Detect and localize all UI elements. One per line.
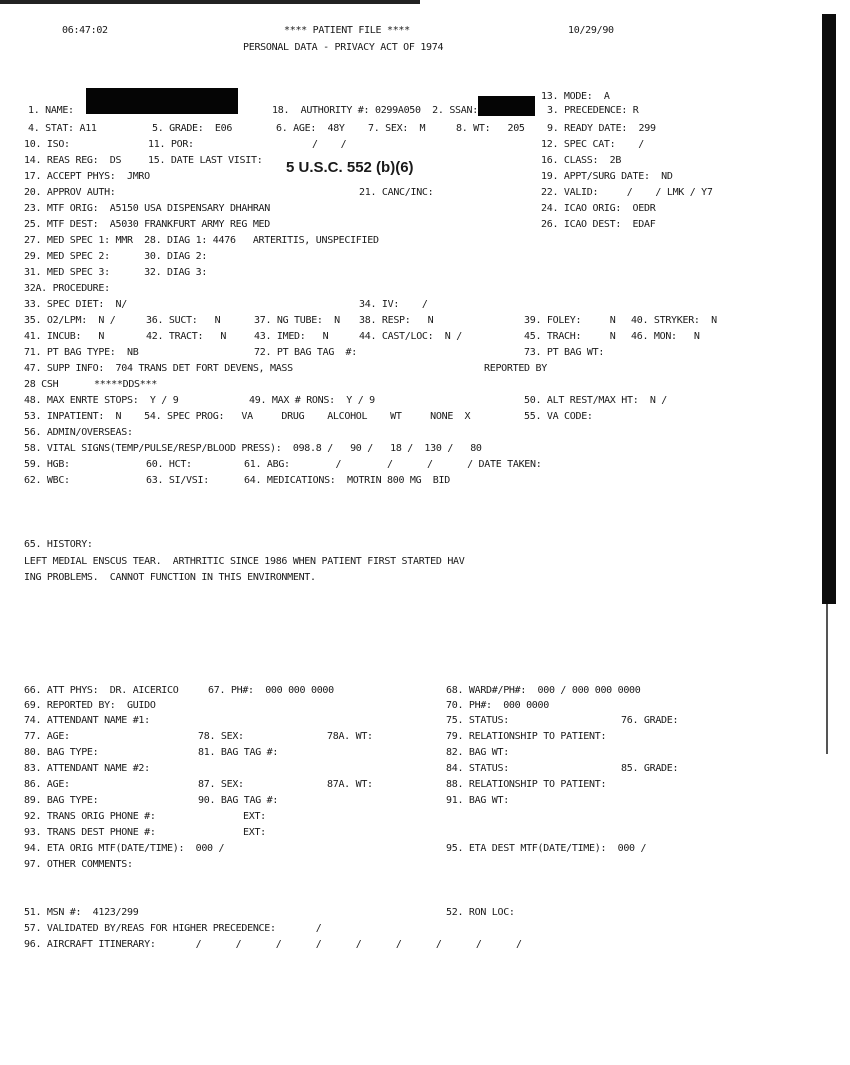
field-18-authority: 18. AUTHORITY #: 0299A050 2. SSAN: xyxy=(272,105,478,116)
field-78-sex: 78. SEX: xyxy=(198,731,244,742)
field-90-bag-tag: 90. BAG TAG #: xyxy=(198,795,279,806)
field-61-abg: 61. ABG: / / / / DATE TAKEN: xyxy=(244,459,542,470)
dds-marker: *****DDS*** xyxy=(94,379,157,390)
field-89-bag-type: 89. BAG TYPE: xyxy=(24,795,99,806)
field-66-att-phys: 66. ATT PHYS: DR. AICERICO xyxy=(24,685,179,696)
field-27-med-spec-1: 27. MED SPEC 1: MMR 28. DIAG 1: 4476 ARTERITIS, UNSPECIFIED xyxy=(24,235,379,246)
field-44-cast-loc: 44. CAST/LOC: N / xyxy=(359,331,462,342)
foia-exemption-stamp: 5 U.S.C. 552 (b)(6) xyxy=(286,159,414,176)
field-82-bag-wt: 82. BAG WT: xyxy=(446,747,509,758)
field-79-relationship: 79. RELATIONSHIP TO PATIENT: xyxy=(446,731,607,742)
field-57-validated-by: 57. VALIDATED BY/REAS FOR HIGHER PRECEDENCE: / xyxy=(24,923,322,934)
field-36-suct: 36. SUCT: N xyxy=(146,315,221,326)
field-46-mon: 46. MON: N xyxy=(631,331,700,342)
history-line-2: ING PROBLEMS. CANNOT FUNCTION IN THIS ENVIRONMENT. xyxy=(24,572,316,583)
field-72-pt-bag-tag: 72. PT BAG TAG #: xyxy=(254,347,357,358)
field-26-icao-dest: 26. ICAO DEST: EDAF xyxy=(541,219,656,230)
field-7-sex: 7. SEX: M xyxy=(368,123,426,134)
field-56-admin-overseas: 56. ADMIN/OVERSEAS: xyxy=(24,427,133,438)
field-11-por-value: / / xyxy=(312,139,347,150)
field-71-pt-bag-type: 71. PT BAG TYPE: NB xyxy=(24,347,139,358)
field-86-age: 86. AGE: xyxy=(24,779,70,790)
print-date: 10/29/90 xyxy=(568,25,614,36)
field-13-mode: 13. MODE: A xyxy=(541,91,610,102)
name-redaction xyxy=(86,88,238,114)
field-93-trans-dest-phone: 93. TRANS DEST PHONE #: xyxy=(24,827,156,838)
field-11-por: 11. POR: xyxy=(148,139,194,150)
field-92-ext: EXT: xyxy=(243,811,266,822)
field-10-iso: 10. ISO: xyxy=(24,139,70,150)
field-51-msn: 51. MSN #: 4123/299 xyxy=(24,907,139,918)
print-time: 06:47:02 xyxy=(62,25,108,36)
field-49-max-rons: 49. MAX # RONS: Y / 9 xyxy=(249,395,375,406)
field-83-attendant-name-2: 83. ATTENDANT NAME #2: xyxy=(24,763,150,774)
field-53-inpatient: 53. INPATIENT: N 54. SPEC PROG: VA DRUG ALCOHOL WT NONE X xyxy=(24,411,471,422)
field-73-pt-bag-wt: 73. PT BAG WT: xyxy=(524,347,605,358)
field-76-grade: 76. GRADE: xyxy=(621,715,679,726)
field-96-aircraft-itinerary: 96. AIRCRAFT ITINERARY: / / / / / / / / / xyxy=(24,939,522,950)
field-32a-procedure: 32A. PROCEDURE: xyxy=(24,283,110,294)
field-19-appt-surg-date: 19. APPT/SURG DATE: ND xyxy=(541,171,673,182)
scan-edge-line xyxy=(826,604,828,754)
field-3-precedence: 3. PRECEDENCE: R xyxy=(547,105,639,116)
field-58-vital-signs: 58. VITAL SIGNS(TEMP/PULSE/RESP/BLOOD PRESS): 098.8 / 90 / 18 / 130 / 80 xyxy=(24,443,482,454)
field-84-status: 84. STATUS: xyxy=(446,763,509,774)
field-6-age: 6. AGE: 48Y xyxy=(276,123,345,134)
field-40-stryker: 40. STRYKER: N xyxy=(631,315,717,326)
field-78a-wt: 78A. WT: xyxy=(327,731,373,742)
field-17-accept-phys: 17. ACCEPT PHYS: JMRO xyxy=(24,171,150,182)
field-55-va-code: 55. VA CODE: xyxy=(524,411,593,422)
field-39-foley: 39. FOLEY: N xyxy=(524,315,616,326)
field-88-relationship: 88. RELATIONSHIP TO PATIENT: xyxy=(446,779,607,790)
field-21-canc-inc: 21. CANC/INC: xyxy=(359,187,434,198)
field-9-ready-date: 9. READY DATE: 299 xyxy=(547,123,656,134)
field-35-o2-lpm: 35. O2/LPM: N / xyxy=(24,315,116,326)
field-24-icao-orig: 24. ICAO ORIG: OEDR xyxy=(541,203,656,214)
field-29-med-spec-2: 29. MED SPEC 2: 30. DIAG 2: xyxy=(24,251,208,262)
field-93-ext: EXT: xyxy=(243,827,266,838)
field-75-status: 75. STATUS: xyxy=(446,715,509,726)
field-48-max-enrte-stops: 48. MAX ENRTE STOPS: Y / 9 xyxy=(24,395,179,406)
field-43-imed: 43. IMED: N xyxy=(254,331,329,342)
field-69-reported-by: 69. REPORTED BY: GUIDO xyxy=(24,700,156,711)
field-74-attendant-name-1: 74. ATTENDANT NAME #1: xyxy=(24,715,150,726)
field-41-incub: 41. INCUB: N xyxy=(24,331,105,342)
field-77-age: 77. AGE: xyxy=(24,731,70,742)
field-65-history: 65. HISTORY: xyxy=(24,539,93,550)
scan-edge-shadow xyxy=(822,14,836,604)
field-91-bag-wt: 91. BAG WT: xyxy=(446,795,509,806)
field-12-spec-cat: 12. SPEC CAT: / xyxy=(541,139,644,150)
field-47-supp-info: 47. SUPP INFO: 704 TRANS DET FORT DEVENS, MASS xyxy=(24,363,293,374)
field-14-reas-reg: 14. REAS REG: DS xyxy=(24,155,122,166)
field-95-eta-dest: 95. ETA DEST MTF(DATE/TIME): 000 / xyxy=(446,843,647,854)
field-4-stat: 4. STAT: A11 xyxy=(28,123,97,134)
field-94-eta-orig: 94. ETA ORIG MTF(DATE/TIME): 000 / xyxy=(24,843,225,854)
field-37-ng-tube: 37. NG TUBE: N xyxy=(254,315,340,326)
unit-csh: 28 CSH xyxy=(24,379,59,390)
field-62-wbc: 62. WBC: xyxy=(24,475,70,486)
field-5-grade: 5. GRADE: E06 xyxy=(152,123,233,134)
field-45-trach: 45. TRACH: N xyxy=(524,331,616,342)
field-52-ron-loc: 52. RON LOC: xyxy=(446,907,515,918)
field-80-bag-type: 80. BAG TYPE: xyxy=(24,747,99,758)
field-59-hgb: 59. HGB: xyxy=(24,459,70,470)
field-42-tract: 42. TRACT: N xyxy=(146,331,227,342)
field-70-ph: 70. PH#: 000 0000 xyxy=(446,700,549,711)
field-8-wt: 8. WT: 205 xyxy=(456,123,525,134)
field-60-hct: 60. HCT: xyxy=(146,459,192,470)
field-23-mtf-orig: 23. MTF ORIG: A5150 USA DISPENSARY DHAHRAN xyxy=(24,203,270,214)
field-20-approv-auth: 20. APPROV AUTH: xyxy=(24,187,116,198)
field-97-other-comments: 97. OTHER COMMENTS: xyxy=(24,859,133,870)
scan-top-bar xyxy=(0,0,420,4)
document-title: **** PATIENT FILE **** xyxy=(284,25,410,36)
field-15-date-last-visit: 15. DATE LAST VISIT: xyxy=(148,155,263,166)
field-34-iv: 34. IV: / xyxy=(359,299,428,310)
field-64-medications: 64. MEDICATIONS: MOTRIN 800 MG BID xyxy=(244,475,450,486)
ssan-redaction xyxy=(478,96,535,116)
field-67-ph: 67. PH#: 000 000 0000 xyxy=(208,685,334,696)
reported-by-label: REPORTED BY xyxy=(484,363,547,374)
history-line-1: LEFT MEDIAL ENSCUS TEAR. ARTHRITIC SINCE 1986 WHEN PATIENT FIRST STARTED HAV xyxy=(24,556,465,567)
field-31-med-spec-3: 31. MED SPEC 3: 32. DIAG 3: xyxy=(24,267,208,278)
field-22-valid: 22. VALID: / / LMK / Y7 xyxy=(541,187,713,198)
field-1-name: 1. NAME: xyxy=(28,105,74,116)
field-92-trans-orig-phone: 92. TRANS ORIG PHONE #: xyxy=(24,811,156,822)
field-68-ward-ph: 68. WARD#/PH#: 000 / 000 000 0000 xyxy=(446,685,641,696)
field-16-class: 16. CLASS: 2B xyxy=(541,155,622,166)
field-85-grade: 85. GRADE: xyxy=(621,763,679,774)
field-38-resp: 38. RESP: N xyxy=(359,315,434,326)
field-33-spec-diet: 33. SPEC DIET: N/ xyxy=(24,299,127,310)
field-87-sex: 87. SEX: xyxy=(198,779,244,790)
field-87a-wt: 87A. WT: xyxy=(327,779,373,790)
document-subtitle: PERSONAL DATA - PRIVACY ACT OF 1974 xyxy=(243,42,444,53)
field-63-si-vsi: 63. SI/VSI: xyxy=(146,475,209,486)
field-50-alt-rest: 50. ALT REST/MAX HT: N / xyxy=(524,395,668,406)
field-25-mtf-dest: 25. MTF DEST: A5030 FRANKFURT ARMY REG MED xyxy=(24,219,270,230)
field-81-bag-tag: 81. BAG TAG #: xyxy=(198,747,279,758)
